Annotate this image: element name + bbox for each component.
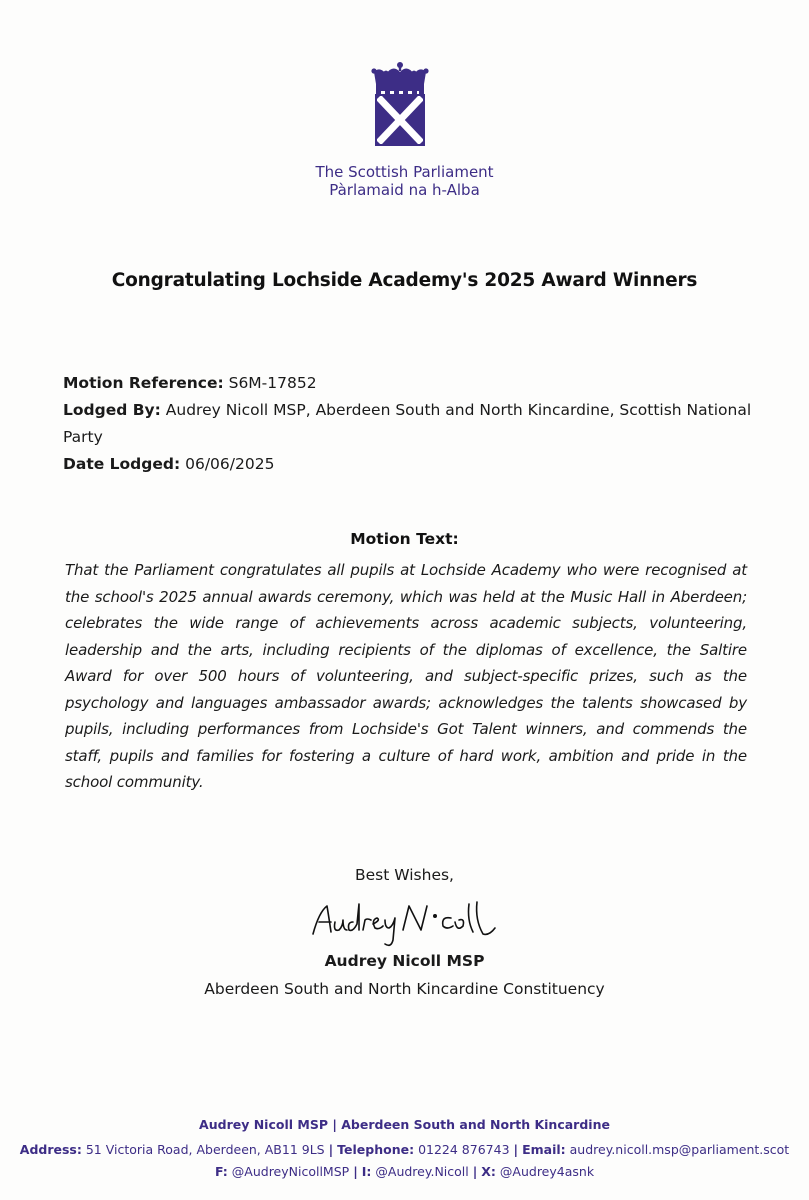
lodged-by-label: Lodged By: [63,401,161,419]
separator: | [472,1164,478,1179]
email-label: Email: [522,1142,566,1157]
motion-reference-label: Motion Reference: [63,374,224,392]
motion-title: Congratulating Lochside Academy's 2025 Award Winners [111,270,698,291]
motion-reference-row [63,370,763,397]
email-link[interactable]: audrey.nicoll.msp@parliament.scot [569,1142,790,1157]
date-lodged-label: Date Lodged: [63,455,181,473]
separator: | [513,1142,519,1157]
footer-heading: Audrey Nicoll MSP | Aberdeen South and North Kincardine [199,1117,610,1132]
separator: | [328,1142,334,1157]
lodged-by-row [63,397,763,451]
motion-reference-value: S6M-17852 [228,374,317,392]
org-name-gaelic: Pàrlamaid na h-Alba [329,181,480,199]
signatory-name: Audrey Nicoll MSP [324,952,485,970]
handwritten-signature [305,892,515,950]
facebook-label: F: [214,1164,228,1179]
scottish-parliament-crest-icon [360,60,440,160]
x-handle[interactable]: @Audrey4asnk [499,1164,595,1179]
signatory-constituency: Aberdeen South and North Kincardine Constituency [204,980,605,998]
instagram-handle[interactable]: @Audrey.Nicoll [375,1164,469,1179]
motion-details [63,370,763,478]
telephone-label: Telephone: [337,1142,415,1157]
date-lodged-value: 06/06/2025 [185,455,275,473]
footer-social-line [0,1162,809,1181]
address-label: Address: [19,1142,82,1157]
telephone-value: 01224 876743 [418,1142,510,1157]
date-lodged-row [63,451,763,478]
facebook-handle[interactable]: @AudreyNicollMSP [231,1164,350,1179]
motion-text-body: That the Parliament congratulates all pupils at Lochside Academy who were recognised at the school's 2025 annual awards ceremony, which was held at the Music Hall in Aberdeen; celebrates the wide range of achievements across academic subjects, volunteering, leadership and the arts, including recipients of the diplomas of excellence, the Saltire Award for over 500 hours of volunteering, and subject-specific prizes, such as the psychology and languages ambassador awards; acknowledges the talents showcased by pupils, including performances from Lochside's Got Talent winners, and commends the staff, pupils and families for fostering a culture of hard work, ambition and pride in the school community. [65,561,747,791]
motion-text-heading: Motion Text: [350,530,459,548]
instagram-label: I: [361,1164,372,1179]
separator: | [353,1164,358,1179]
org-name-english: The Scottish Parliament [315,163,494,181]
closing-salutation: Best Wishes, [355,866,454,884]
address-value: 51 Victoria Road, Aberdeen, AB11 9LS [85,1142,325,1157]
lodged-by-value: Audrey Nicoll MSP, Aberdeen South and North Kincardine, Scottish National Party [63,401,752,446]
x-label: X: [481,1164,496,1179]
footer-contact-line [0,1140,809,1159]
